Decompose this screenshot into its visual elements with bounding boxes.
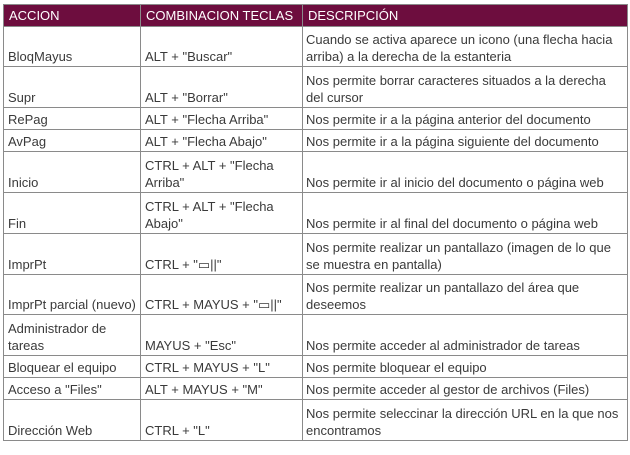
cell-descripcion-text: Nos permite ir al final del documento o página web xyxy=(306,216,598,231)
cell-descripcion-text: Nos permite realizar un pantallazo del área que deseemos xyxy=(306,280,580,312)
table-row xyxy=(4,193,628,234)
cell-descripcion xyxy=(303,27,628,67)
cell-descripcion-text: Nos permite borrar caracteres situados a la derecha del cursor xyxy=(306,73,606,105)
cell-accion-text: Bloquear el equipo xyxy=(8,360,117,375)
cell-accion xyxy=(4,67,141,108)
table-row xyxy=(4,67,628,108)
cell-combinacion xyxy=(141,130,303,152)
cell-combinacion-text: ALT + MAYUS + "M" xyxy=(145,382,263,397)
cell-accion-text: AvPag xyxy=(8,134,47,149)
cell-combinacion xyxy=(141,356,303,378)
cell-accion-text: Fin xyxy=(8,216,27,231)
table-row xyxy=(4,315,628,356)
cell-accion xyxy=(4,275,141,315)
cell-accion-text: ImprPt xyxy=(8,257,47,272)
cell-descripcion xyxy=(303,356,628,378)
cell-accion xyxy=(4,234,141,275)
cell-accion xyxy=(4,108,141,130)
cell-combinacion xyxy=(141,193,303,234)
header-row xyxy=(4,5,628,27)
cell-accion xyxy=(4,400,141,441)
cell-combinacion xyxy=(141,152,303,193)
cell-descripcion-text: Nos permite seleccinar la dirección URL en la que nos encontramos xyxy=(306,406,619,438)
cell-combinacion xyxy=(141,108,303,130)
cell-combinacion xyxy=(141,67,303,108)
cell-accion-text: Dirección Web xyxy=(8,423,93,438)
cell-descripcion-text: Nos permite acceder al administrador de tareas xyxy=(306,338,580,353)
table-row xyxy=(4,27,628,67)
cell-combinacion-text: MAYUS + "Esc" xyxy=(145,338,236,353)
cell-accion xyxy=(4,27,141,67)
cell-combinacion-text: CTRL + ALT + "Flecha Abajo" xyxy=(145,199,274,231)
header-combinacion-teclas: COMBINACION TECLAS xyxy=(141,5,303,27)
cell-accion-text: Administrador de tareas xyxy=(8,321,107,353)
cell-combinacion-text: CTRL + ALT + "Flecha Arriba" xyxy=(145,158,274,190)
cell-descripcion-text: Cuando se activa aparece un icono (una flecha hacia arriba) a la derecha de la estanteria xyxy=(306,32,613,64)
cell-combinacion xyxy=(141,378,303,400)
cell-descripcion-text: Nos permite ir al inicio del documento o página web xyxy=(306,175,604,190)
cell-combinacion-text: CTRL + "L" xyxy=(145,423,210,438)
cell-descripcion-text: Nos permite bloquear el equipo xyxy=(306,360,487,375)
cell-combinacion xyxy=(141,27,303,67)
cell-combinacion xyxy=(141,234,303,275)
table-row xyxy=(4,234,628,275)
cell-descripcion xyxy=(303,400,628,441)
table-row xyxy=(4,108,628,130)
cell-descripcion-text: Nos permite ir a la página anterior del documento xyxy=(306,112,591,127)
header-descripcion: DESCRIPCIÓN xyxy=(303,5,628,27)
table-row xyxy=(4,400,628,441)
cell-accion xyxy=(4,378,141,400)
table-header xyxy=(4,5,628,27)
cell-combinacion-text: CTRL + MAYUS + "L" xyxy=(145,360,270,375)
table-row xyxy=(4,275,628,315)
cell-descripcion xyxy=(303,378,628,400)
cell-combinacion-text: ALT + "Flecha Abajo" xyxy=(145,134,267,149)
cell-accion xyxy=(4,130,141,152)
cell-descripcion-text: Nos permite realizar un pantallazo (imagen de lo que se muestra en pantalla) xyxy=(306,240,611,272)
cell-combinacion-text: CTRL + MAYUS + "▭||" xyxy=(145,297,282,312)
cell-combinacion-text: CTRL + "▭||" xyxy=(145,257,222,272)
cell-combinacion-text: ALT + "Buscar" xyxy=(145,49,233,64)
table-row xyxy=(4,130,628,152)
cell-accion-text: ImprPt parcial (nuevo) xyxy=(8,297,136,312)
cell-accion xyxy=(4,193,141,234)
table-body xyxy=(4,27,628,441)
cell-descripcion xyxy=(303,130,628,152)
cell-accion-text: Inicio xyxy=(8,175,39,190)
cell-descripcion xyxy=(303,193,628,234)
shortcuts-table-container xyxy=(3,4,627,441)
cell-accion xyxy=(4,152,141,193)
cell-descripcion xyxy=(303,315,628,356)
cell-accion-text: Acceso a "Files" xyxy=(8,382,102,397)
cell-descripcion xyxy=(303,275,628,315)
table-row xyxy=(4,152,628,193)
cell-combinacion xyxy=(141,400,303,441)
cell-combinacion-text: ALT + "Borrar" xyxy=(145,90,228,105)
cell-descripcion xyxy=(303,234,628,275)
cell-combinacion-text: ALT + "Flecha Arriba" xyxy=(145,112,269,127)
cell-descripcion xyxy=(303,152,628,193)
header-accion: ACCION xyxy=(4,5,141,27)
cell-combinacion xyxy=(141,275,303,315)
cell-accion xyxy=(4,315,141,356)
cell-accion-text: RePag xyxy=(8,112,48,127)
cell-descripcion xyxy=(303,67,628,108)
shortcuts-table xyxy=(3,4,628,441)
cell-descripcion xyxy=(303,108,628,130)
cell-accion-text: BloqMayus xyxy=(8,49,73,64)
cell-combinacion xyxy=(141,315,303,356)
cell-accion-text: Supr xyxy=(8,90,36,105)
table-row xyxy=(4,356,628,378)
cell-accion xyxy=(4,356,141,378)
cell-descripcion-text: Nos permite acceder al gestor de archivos (Files) xyxy=(306,382,590,397)
cell-descripcion-text: Nos permite ir a la página siguiente del documento xyxy=(306,134,599,149)
table-row xyxy=(4,378,628,400)
